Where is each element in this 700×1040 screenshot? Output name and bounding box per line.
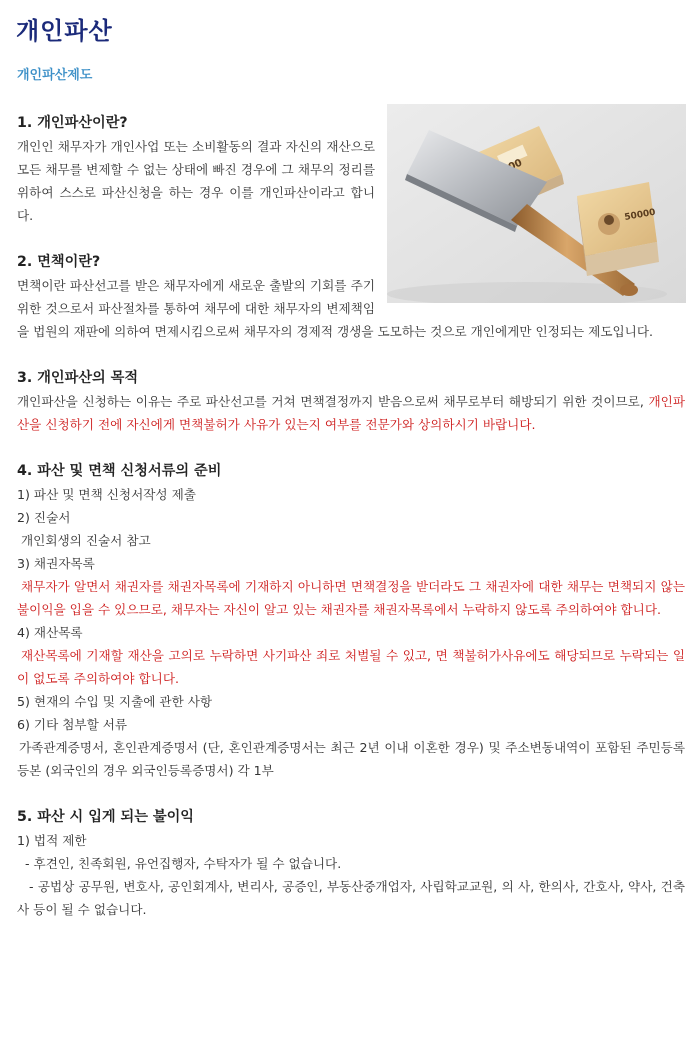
list-item-dash: - 후견인, 친족회원, 유언집행자, 수탁자가 될 수 없습니다.: [25, 856, 342, 871]
list-item: 1) 법적 제한: [17, 833, 87, 848]
page-subtitle: 개인파산제도: [17, 68, 93, 83]
section-body: 면책이란 파산선고를 받은 채무자에게 새로운 출발의 기회를 주기 위한 것으로서 파산절차를 통하여 채무에 대한 채무자의 변제책임을 법원의 재판에 의하여 면제시킴으로써 채무자의 경제적 갱생을 도모하는 것으로 개인에게만 인정되는 제도입니다.: [17, 278, 653, 339]
money-stack-right: [577, 182, 659, 276]
cleaver-money-illustration: [387, 104, 686, 303]
article-content: [17, 111, 685, 944]
cleaver-money-photo: [387, 104, 686, 303]
section-disadvantages: [17, 805, 685, 921]
warning-note: 채무자가 알면서 채권자를 채권자목록에 기재하지 아니하면 면책결정을 받더라도 그 채권자에 대한 채무는 면책되지 않는 불이익을 입을 수 있으므로, 채무자는 자신이 알고 있는 채권자를 채권자목록에서 누락하지 않도록 주의하여야 합니다.: [17, 579, 685, 617]
section-body: [17, 390, 685, 436]
warning-text: 개인파산을 신청하기 전에 자신에게 면책불허가 사유가 있는지 여부를 전문가와 상의하시기 바랍니다.: [17, 394, 685, 432]
list-item-note: 가족관계증명서, 혼인관계증명서 (단, 혼인관계증명서는 최근 2년 이내 이혼한 경우) 및 주소변동내역이 포함된 주민등록등본 (외국인의 경우 외국인등록증명서) 각 1부: [17, 740, 685, 778]
section-heading: 1. 개인파산이란?: [17, 115, 128, 131]
section-heading: 2. 면책이란?: [17, 254, 101, 270]
page-title: 개인파산: [16, 16, 113, 45]
list-item: 3) 채권자목록: [17, 556, 95, 571]
section-heading: 4. 파산 및 면책 신청서류의 준비: [17, 463, 222, 479]
warning-note: 재산목록에 기재할 재산을 고의로 누락하면 사기파산 죄로 처벌될 수 있고, 면 책불허가사유에도 해당되므로 누락되는 일이 없도록 주의하여야 합니다.: [17, 648, 685, 686]
list-item: 2) 진술서: [17, 510, 71, 525]
section-purpose: [17, 366, 685, 436]
list-item: 4) 재산목록: [17, 625, 83, 640]
section-heading: 5. 파산 시 입게 되는 불이익: [17, 809, 195, 825]
list-item: 1) 파산 및 면책 신청서작성 제출: [17, 487, 196, 502]
section-heading: 3. 개인파산의 목적: [17, 370, 139, 386]
list-item: 6) 기타 첨부할 서류: [17, 717, 128, 732]
list-item-dash: - 공법상 공무원, 변호사, 공인회계사, 변리사, 공증인, 부동산중개업자, 사립학교교원, 의 사, 한의사, 간호사, 약사, 건축사 등이 될 수 없습니다.: [17, 879, 685, 917]
section-body: 개인인 채무자가 개인사업 또는 소비활동의 결과 자신의 재산으로 모든 채무를 변제할 수 없는 상태에 빠진 경우에 그 채무의 정리를 위하여 스스로 파산신청을 하는 경우 이를 개인파산이라고 합니다.: [17, 139, 375, 223]
banknote-label-right: 50000: [623, 207, 657, 223]
list-item-note: 개인회생의 진술서 참고: [21, 533, 151, 548]
body-text: 개인파산을 신청하는 이유는 주로 파산선고를 거쳐 면책결정까지 받음으로써 채무로부터 해방되기 위한 것이므로,: [17, 394, 649, 409]
list-item: 5) 현재의 수입 및 지출에 관한 사항: [17, 694, 213, 709]
section-required-documents: [17, 459, 685, 782]
